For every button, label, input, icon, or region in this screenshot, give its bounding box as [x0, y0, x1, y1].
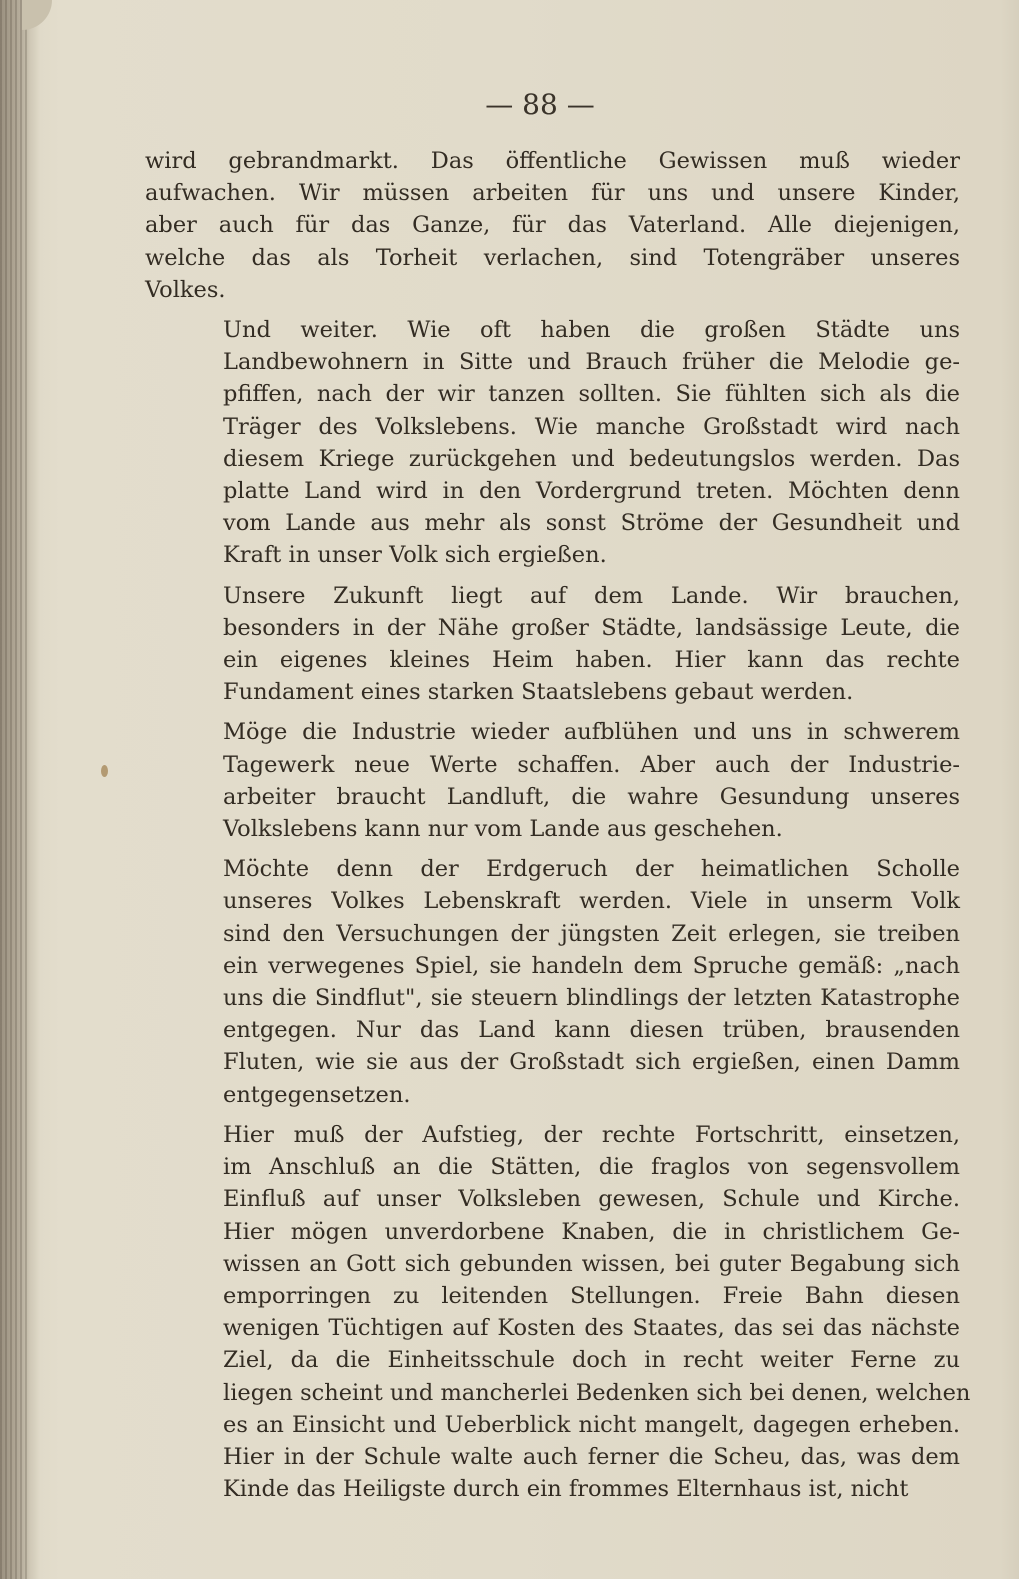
paragraph [145, 716, 960, 845]
paragraph [145, 580, 960, 709]
text-line: Landbewohnern in Sitte und Brauch früher die Melodie ge- [223, 349, 960, 376]
page-corner [22, 0, 52, 30]
paragraph [145, 853, 960, 1111]
text-line: platte Land wird in den Vordergrund treten. Möchten denn [223, 478, 960, 505]
text-line: Einfluß auf unser Volksleben gewesen, Schule und Kirche. [223, 1186, 960, 1213]
text-line: Volkslebens kann nur vom Lande aus geschehen. [223, 816, 783, 843]
text-line: sind den Versuchungen der jüngsten Zeit erlegen, sie treiben [223, 920, 960, 947]
text-line: wenigen Tüchtigen auf Kosten des Staates, das sei das nächste [223, 1315, 960, 1342]
text-line: vom Lande aus mehr als sonst Ströme der Gesundheit und [223, 510, 960, 537]
text-line: Kraft in unser Volk sich ergießen. [223, 542, 607, 569]
text-line: welche das als Torheit verlachen, sind Totengräber unseres [145, 244, 960, 271]
text-line: Hier in der Schule walte auch ferner die Scheu, das, was dem [223, 1443, 960, 1470]
ink-smudge [101, 765, 108, 777]
paragraph [145, 145, 960, 306]
text-line: Kinde das Heiligste durch ein frommes Elternhaus ist, nicht [223, 1476, 909, 1503]
text-line: Ziel, da die Einheitsschule doch in recht weiter Ferne zu [223, 1347, 960, 1374]
text-line: Träger des Volkslebens. Wie manche Großstadt wird nach [223, 413, 960, 440]
text-line: es an Einsicht und Ueberblick nicht mangelt, dagegen erheben. [223, 1411, 960, 1438]
text-line: entgegensetzen. [223, 1081, 411, 1108]
text-line: Fluten, wie sie aus der Großstadt sich ergießen, einen Damm [223, 1049, 960, 1076]
text-line: diesem Kriege zurückgehen und bedeutungslos werden. Das [223, 445, 960, 472]
body-text [145, 145, 971, 1513]
paragraph [145, 1119, 971, 1505]
text-line: ein eigenes kleines Heim haben. Hier kann das rechte [223, 647, 960, 674]
text-line: Tagewerk neue Werte schaffen. Aber auch der Industrie- [223, 751, 960, 778]
text-line: aber auch für das Ganze, für das Vaterland. Alle diejenigen, [145, 212, 960, 239]
text-line: besonders in der Nähe großer Städte, landsässige Leute, die [223, 614, 960, 641]
text-line: emporringen zu leitenden Stellungen. Freie Bahn diesen [223, 1282, 960, 1309]
page-number: — 88 — [485, 88, 595, 121]
text-line: Fundament eines starken Staatslebens gebaut werden. [223, 679, 854, 706]
text-line: pfiffen, nach der wir tanzen sollten. Sie fühlten sich als die [223, 381, 960, 408]
text-line: Und weiter. Wie oft haben die großen Städte uns [223, 317, 960, 344]
text-line: unseres Volkes Lebenskraft werden. Viele in unserm Volk [223, 888, 960, 915]
text-line: Unsere Zukunft liegt auf dem Lande. Wir brauchen, [223, 582, 960, 609]
text-line: Hier mögen unverdorbene Knaben, die in christlichem Ge- [223, 1218, 960, 1245]
text-line: arbeiter braucht Landluft, die wahre Gesundung unseres [223, 783, 960, 810]
text-line: liegen scheint und mancherlei Bedenken sich bei denen, welchen [223, 1379, 971, 1406]
text-line: Volkes. [145, 276, 226, 303]
text-line: im Anschluß an die Stätten, die fraglos von segensvollem [223, 1154, 960, 1181]
text-line: ein verwegenes Spiel, sie handeln dem Spruche gemäß: „nach [223, 952, 960, 979]
text-line: Möge die Industrie wieder aufblühen und uns in schwerem [223, 719, 960, 746]
text-line: Möchte denn der Erdgeruch der heimatlichen Scholle [223, 856, 960, 883]
binding-edge [0, 0, 28, 1579]
text-line: wird gebrandmarkt. Das öffentliche Gewissen muß wieder [145, 148, 960, 174]
text-line: entgegen. Nur das Land kann diesen trüben, brausenden [223, 1017, 960, 1044]
text-line: aufwachen. Wir müssen arbeiten für uns und unsere Kinder, [145, 180, 960, 207]
text-line: Hier muß der Aufstieg, der rechte Fortschritt, einsetzen, [223, 1121, 960, 1148]
text-line: wissen an Gott sich gebunden wissen, bei guter Begabung sich [223, 1250, 960, 1277]
text-line: uns die Sindflut", sie steuern blindlings der letzten Katastrophe [223, 985, 960, 1012]
paragraph [145, 314, 960, 572]
